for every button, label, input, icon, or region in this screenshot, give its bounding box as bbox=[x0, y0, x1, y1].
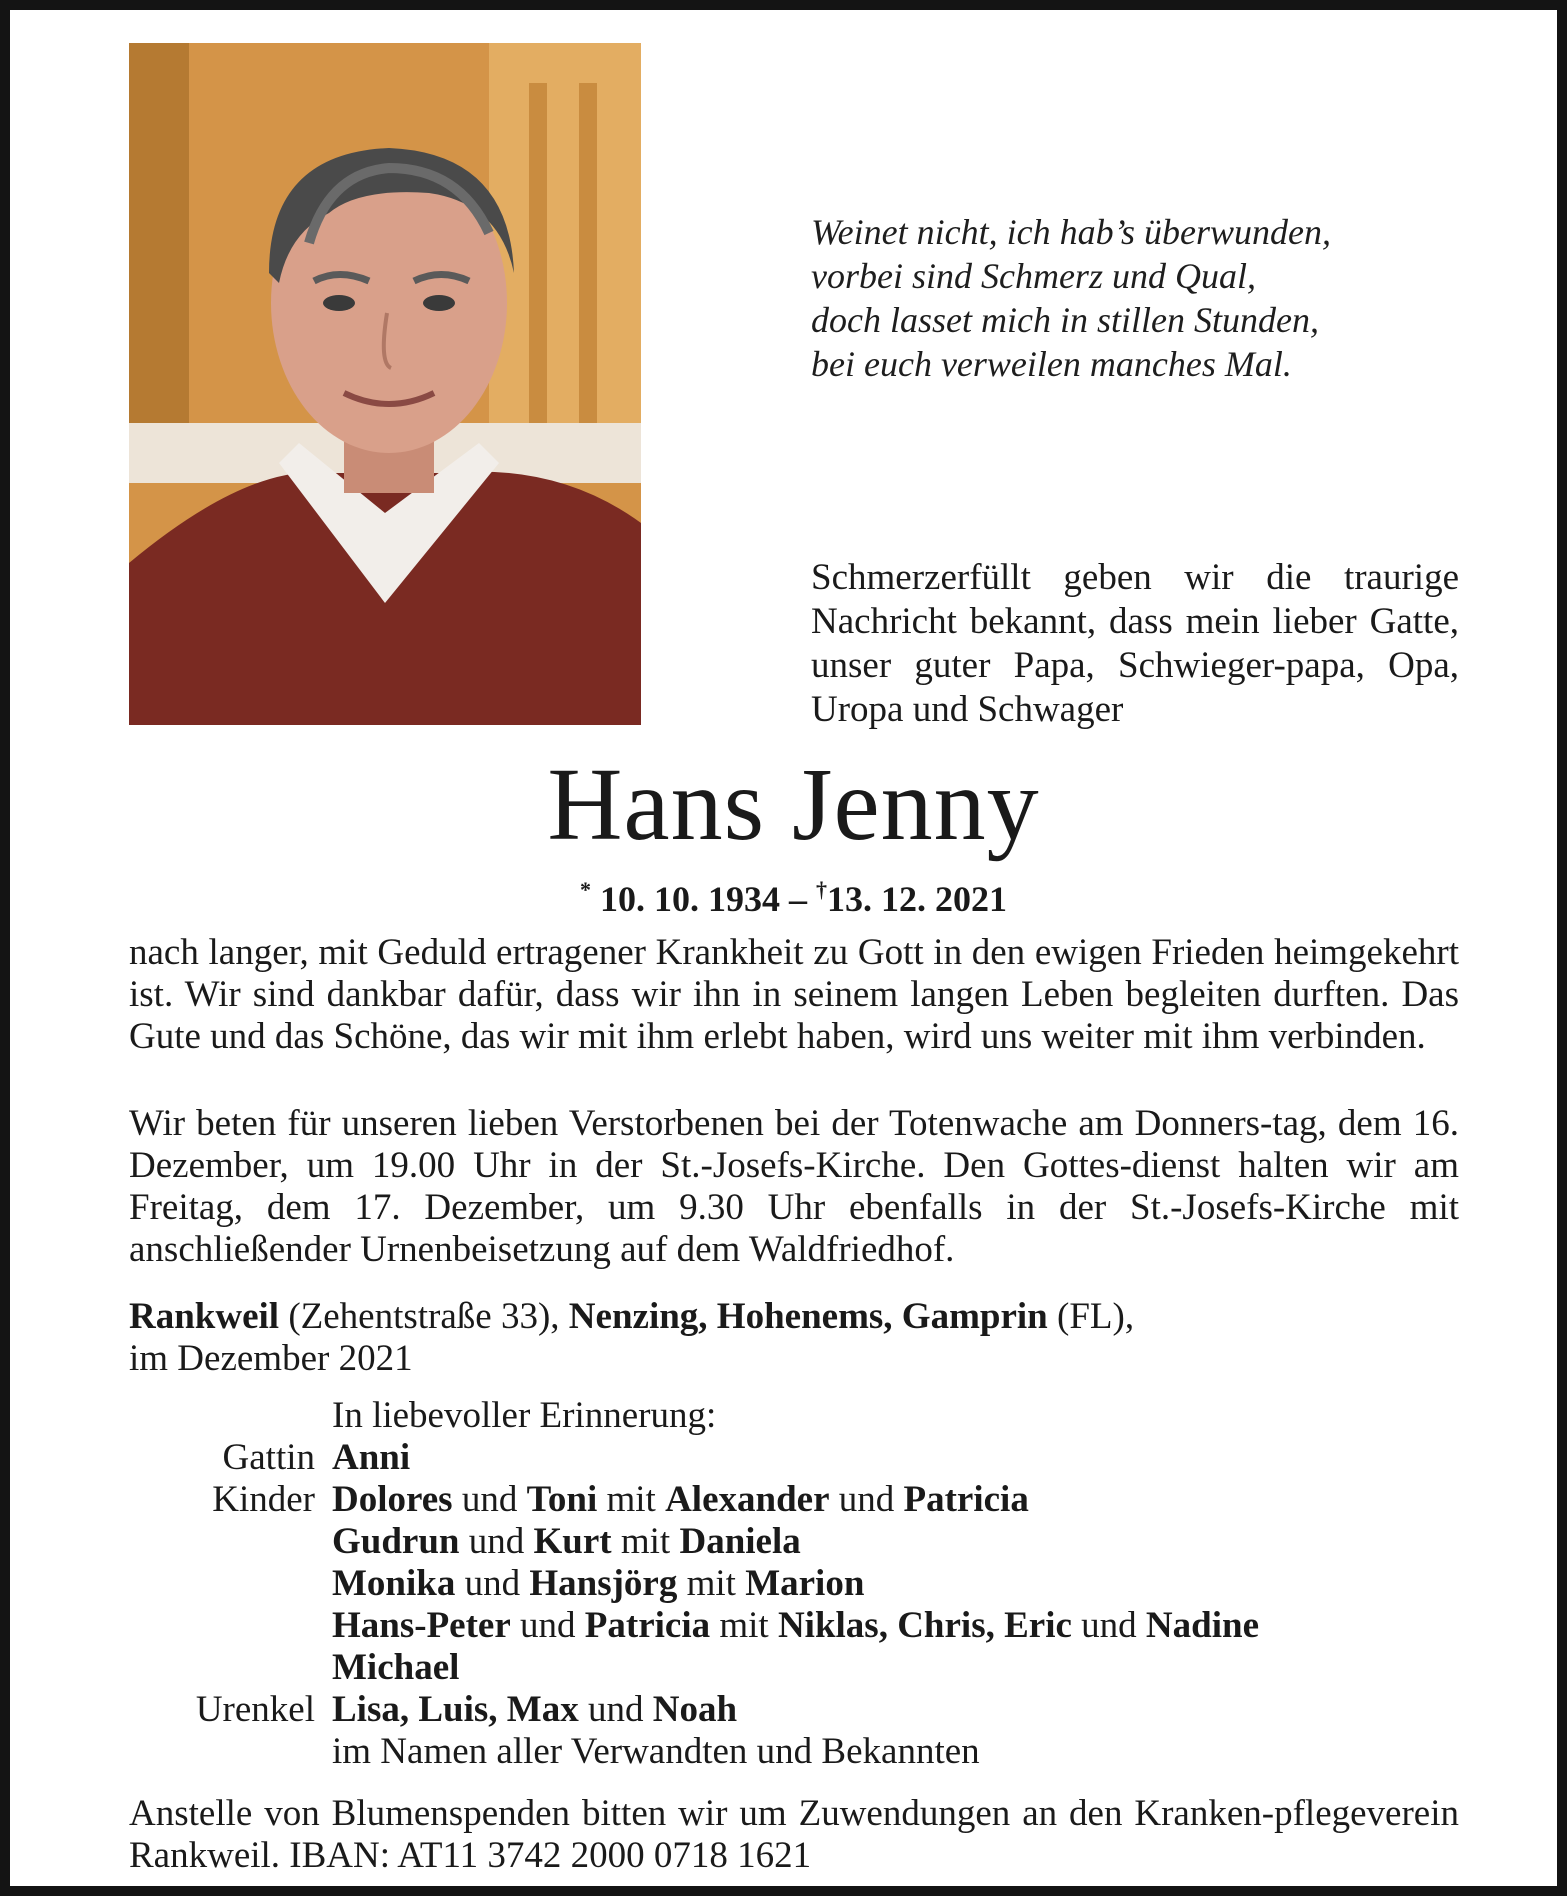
mourner-row: Kinder Dolores und Toni mit Alexander und Patricia bbox=[129, 1479, 1469, 1521]
relation-label: Kinder bbox=[212, 1479, 315, 1520]
mourner-row: Urenkel Lisa, Luis, Max und Noah bbox=[129, 1689, 1469, 1731]
towns-list: Nenzing, Hohenems, Gamprin bbox=[568, 1296, 1048, 1337]
town-main: Rankweil bbox=[129, 1296, 280, 1337]
mourner-row: Hans-Peter und Patricia mit Niklas, Chris, Eric und Nadine bbox=[332, 1605, 1259, 1646]
mourner-name: Anni bbox=[332, 1437, 411, 1478]
poem-line: vorbei sind Schmerz und Qual, bbox=[811, 256, 1256, 296]
death-symbol: † bbox=[816, 877, 827, 902]
relation-label: Gattin bbox=[222, 1437, 315, 1478]
mourners-footer: im Namen aller Verwandten und Bekannten bbox=[332, 1731, 980, 1772]
poem-line: Weinet nicht, ich hab’s überwunden, bbox=[811, 212, 1331, 252]
paragraph-service: Wir beten für unseren lieben Verstorbenen bei der Totenwache am Donners-tag, dem 16. Dezember, um 19.00 Uhr in der St.-Josefs-Kirche. Den Gottes-dienst halten wir am Freitag, dem 17. Dezember, um 9.30 Uhr ebenfalls in der St.-Josefs-Kirche mit anschließender Urnenbeisetzung auf dem Waldfriedhof. bbox=[129, 1103, 1459, 1270]
date-separator: – bbox=[789, 879, 807, 919]
death-date: 13. 12. 2021 bbox=[827, 879, 1007, 919]
mourner-row bbox=[129, 1437, 1469, 1479]
mourner-row: Michael bbox=[332, 1647, 460, 1688]
mourners-heading: In liebevoller Erinnerung: bbox=[332, 1395, 717, 1436]
mourners-list bbox=[129, 1395, 1469, 1773]
address: (Zehentstraße 33), bbox=[279, 1296, 569, 1337]
place-and-date bbox=[129, 1296, 1459, 1380]
portrait-illustration bbox=[129, 43, 641, 725]
notice-date: im Dezember 2021 bbox=[129, 1338, 413, 1379]
portrait-photo bbox=[129, 43, 641, 725]
mourner-row: Gudrun und Kurt mit Daniela bbox=[332, 1521, 801, 1562]
country-note: (FL), bbox=[1047, 1296, 1135, 1337]
poem-line: bei euch verweilen manches Mal. bbox=[811, 344, 1292, 384]
relation-label: Urenkel bbox=[195, 1689, 315, 1730]
life-dates bbox=[10, 868, 1567, 921]
poem bbox=[811, 210, 1511, 386]
announcement-intro: Schmerzerfüllt geben wir die traurige Nachricht bekannt, dass mein lieber Gatte, unser guter Papa, Schwieger-papa, Opa, Uropa und Schwager bbox=[811, 557, 1459, 730]
donation-note: Anstelle von Blumenspenden bitten wir um Zuwendungen an den Kranken-pflegeverein Rankweil. IBAN: AT11 3742 2000 0718 1621 bbox=[129, 1793, 1459, 1876]
poem-line: doch lasset mich in stillen Stunden, bbox=[811, 300, 1319, 340]
birth-date: 10. 10. 1934 bbox=[600, 879, 780, 919]
deceased-name: Hans Jenny bbox=[547, 747, 1040, 862]
paragraph-passing: nach langer, mit Geduld ertragener Krankheit zu Gott in den ewigen Frieden heimgekehrt ist. Wir sind dankbar dafür, dass wir ihn in seinem langen Leben begleiten durften. Das Gute und das Schöne, das wir mit ihm erlebt haben, wird uns weiter mit ihm verbinden. bbox=[129, 932, 1459, 1057]
mourner-row: Monika und Hansjörg mit Marion bbox=[332, 1563, 865, 1604]
birth-symbol: * bbox=[580, 877, 591, 902]
